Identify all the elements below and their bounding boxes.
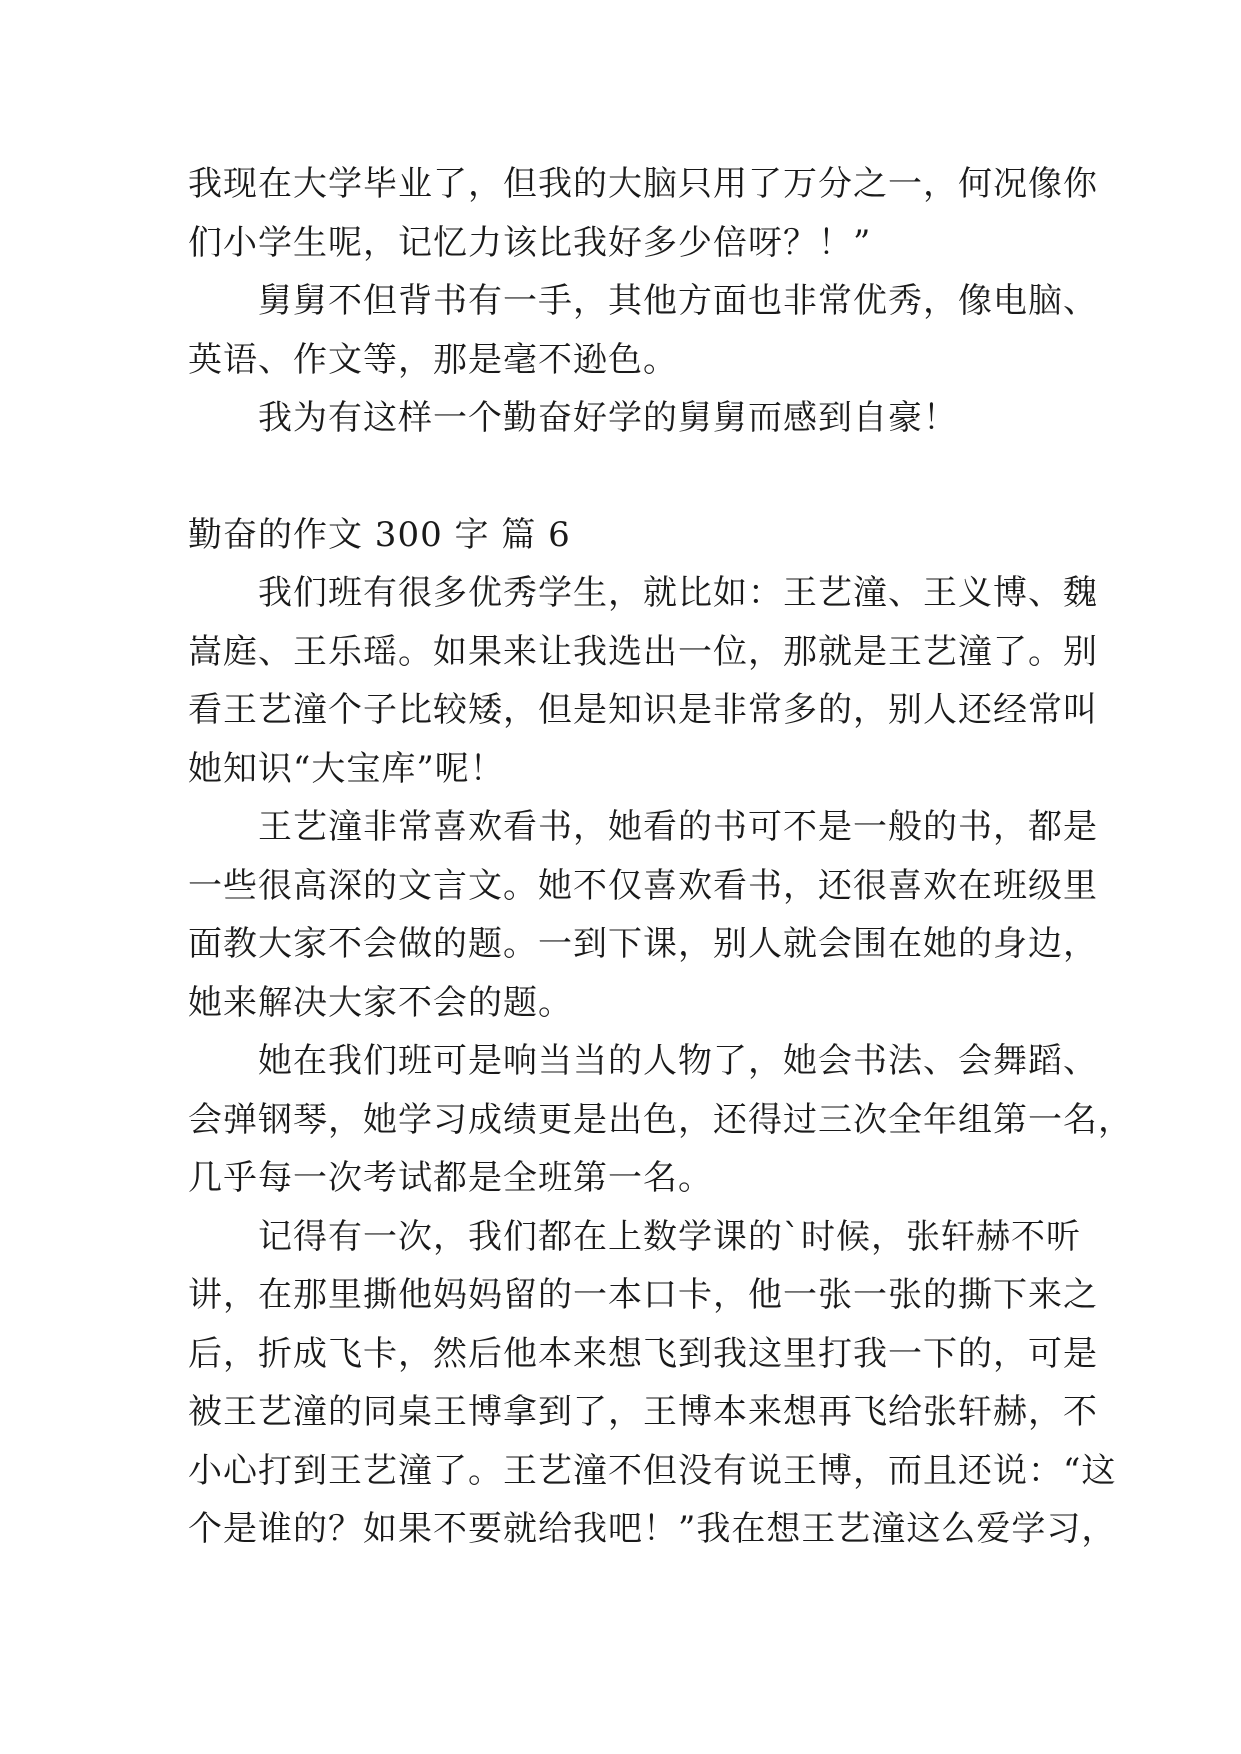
- text-line: 面教大家不会做的题。一到下课，别人就会围在她的身边，: [188, 924, 1098, 964]
- text-line: 讲，在那里撕他妈妈留的一本口卡，他一张一张的撕下来之: [188, 1275, 1098, 1315]
- paragraph-start-line: 我们班有很多优秀学生，就比如：王艺潼、王义博、魏: [258, 573, 1098, 613]
- paragraph-start-line: 王艺潼非常喜欢看书，她看的书可不是一般的书，都是: [258, 807, 1098, 847]
- text-line: 会弹钢琴，她学习成绩更是出色，还得过三次全年组第一名，: [188, 1099, 1133, 1140]
- text-line: 个是谁的？如果不要就给我吧！”我在想王艺潼这么爱学习，: [188, 1509, 1117, 1549]
- section-title: 勤奋的作文 300 字 篇 6: [188, 514, 571, 555]
- text-line: 们小学生呢，记忆力该比我好多少倍呀？！”: [188, 222, 872, 263]
- text-line: 几乎每一次考试都是全班第一名。: [188, 1158, 713, 1198]
- paragraph-start-line: 她在我们班可是响当当的人物了，她会书法、会舞蹈、: [258, 1041, 1098, 1081]
- text-line: 嵩庭、王乐瑶。如果来让我选出一位，那就是王艺潼了。别: [188, 631, 1098, 672]
- paragraph-start-line: 舅舅不但背书有一手，其他方面也非常优秀，像电脑、: [258, 281, 1098, 321]
- text-line: 一些很高深的文言文。她不仅喜欢看书，还很喜欢在班级里: [188, 865, 1098, 906]
- text-line: 小心打到王艺潼了。王艺潼不但没有说王博，而且还说：“这: [188, 1450, 1117, 1491]
- text-line: 我现在大学毕业了，但我的大脑只用了万分之一，何况像你: [188, 164, 1098, 204]
- text-line: 后，折成飞卡，然后他本来想飞到我这里打我一下的，可是: [188, 1333, 1098, 1374]
- text-line: 她来解决大家不会的题。: [188, 982, 573, 1023]
- text-line: 英语、作文等，那是毫不逊色。: [188, 339, 678, 380]
- text-line: 她知识“大宝库”呢！: [188, 748, 505, 789]
- paragraph-start-line: 记得有一次，我们都在上数学课的`时候，张轩赫不听: [258, 1216, 1081, 1257]
- text-line: 看王艺潼个子比较矮，但是知识是非常多的，别人还经常叫: [188, 690, 1098, 730]
- text-line: 被王艺潼的同桌王博拿到了，王博本来想再飞给张轩赫，不: [188, 1392, 1098, 1432]
- document-page: [188, 155, 1133, 1559]
- paragraph-start-line: 我为有这样一个勤奋好学的舅舅而感到自豪！: [258, 398, 958, 438]
